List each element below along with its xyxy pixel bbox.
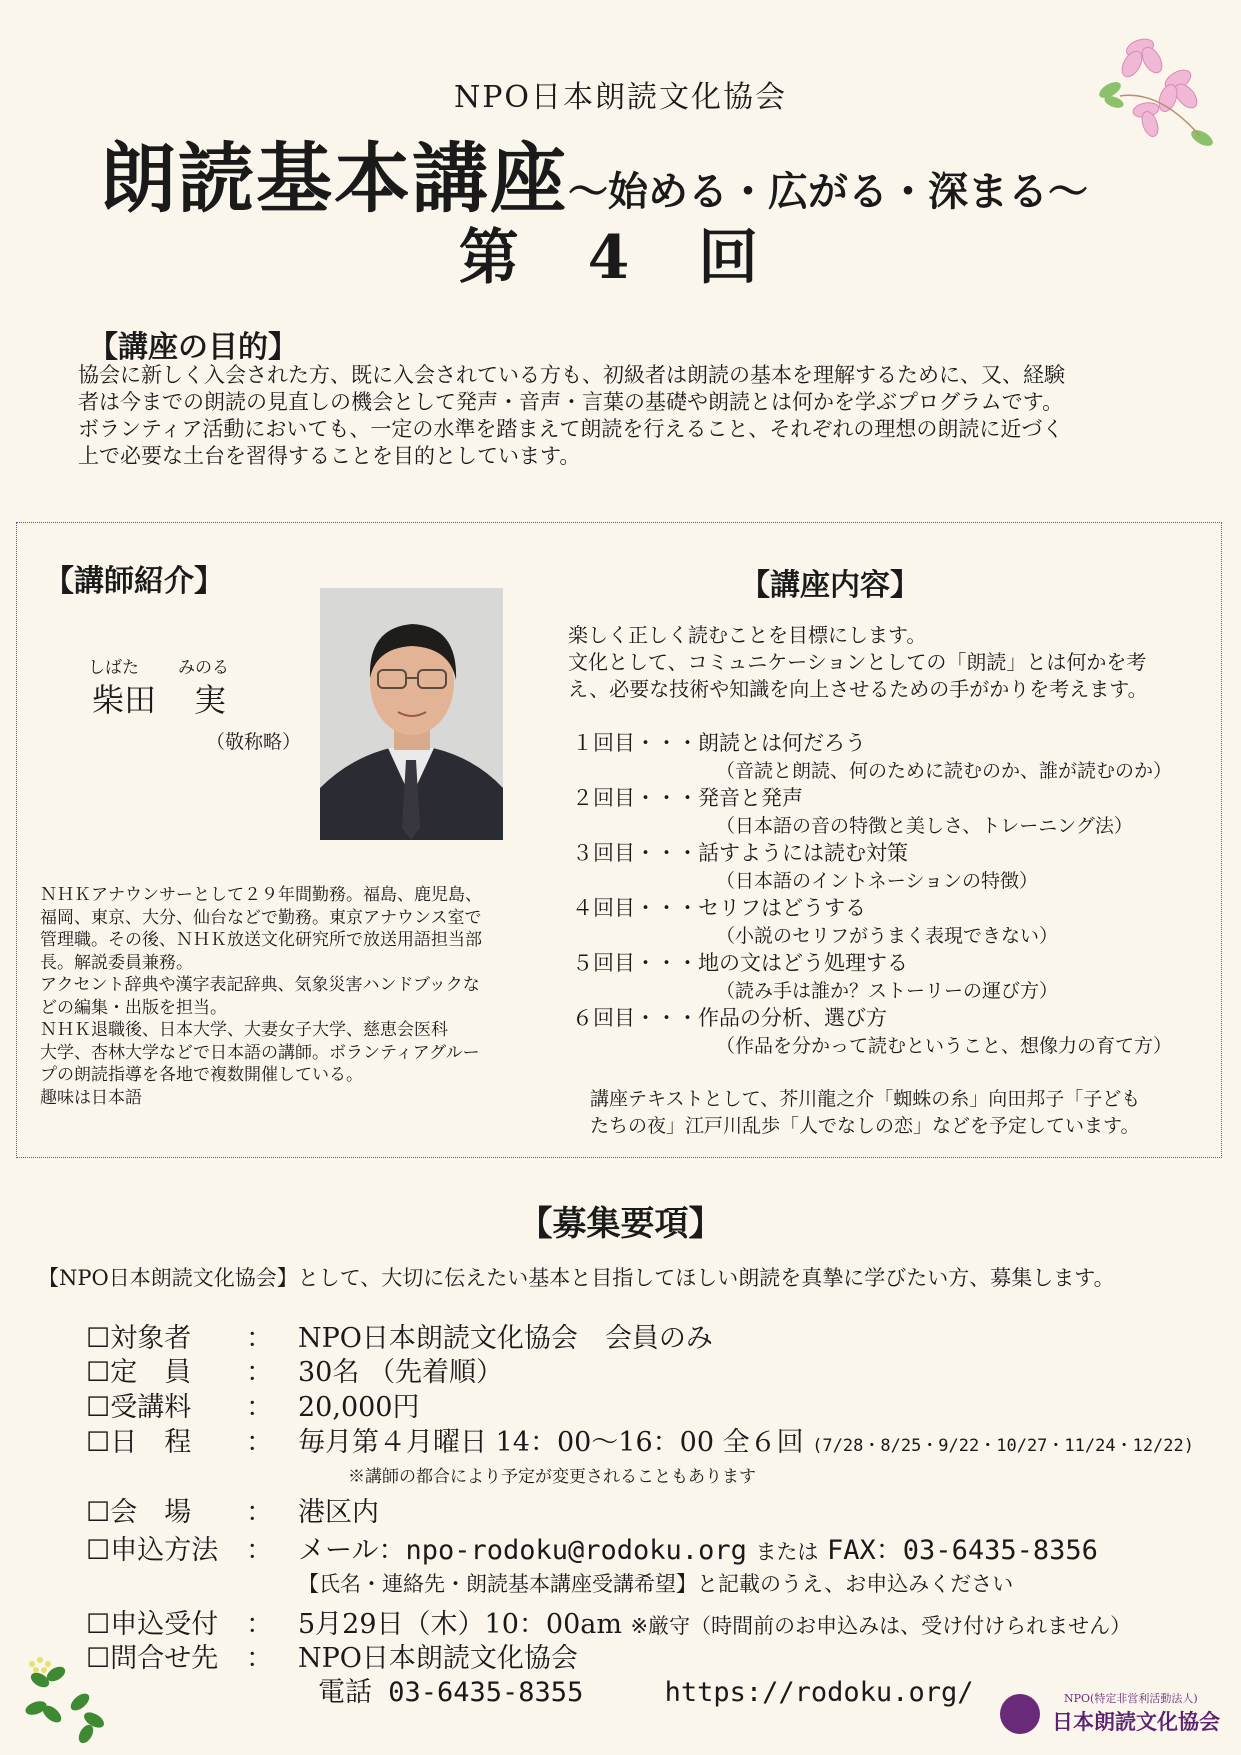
method-mail-prefix: メール： — [298, 1535, 406, 1566]
target-label: ☐対象者 — [86, 1323, 192, 1354]
bio-line: 管理職。その後、ＮＨＫ放送文化研究所で放送用語担当部 — [40, 930, 482, 950]
session-number: 第 4 回 — [458, 223, 783, 293]
session-detail: （音読と朗読、何のために読むのか、誰が読むのか） — [716, 760, 1173, 782]
lecturer-ruby-family: しばた — [88, 658, 139, 678]
colon: ： — [246, 1357, 273, 1388]
inquiry-label: ☐問合せ先 — [86, 1643, 219, 1674]
session-detail: （読み手は誰か？ストーリーの運び方） — [716, 980, 1059, 1002]
colon: ： — [246, 1392, 273, 1423]
texts-line: たちの夜」江戸川乱歩「人でなしの恋」などを予定しています。 — [590, 1115, 1140, 1137]
session-detail: （小説のセリフがうまく表現できない） — [716, 925, 1059, 947]
purpose-line: 協会に新しく入会された方、既に入会されている方も、初級者は朗読の基本を理解するために、又、経験 — [78, 363, 1065, 387]
colon: ： — [246, 1643, 273, 1674]
recruit-heading: 【募集要項】 — [518, 1204, 723, 1244]
logo-mark-icon — [1000, 1694, 1040, 1734]
session-title: ５回目・・・地の文はどう処理する — [572, 951, 908, 975]
schedule-dates: (7/28・8/25・9/22・10/27・11/24・12/22) — [812, 1436, 1194, 1456]
intro-line: え、必要な技術や知識を向上させるための手がかりを考えます。 — [568, 677, 1148, 701]
lecturer-heading: 【講師紹介】 — [44, 564, 224, 599]
purpose-heading: 【講座の目的】 — [88, 330, 298, 365]
deadline-label: ☐申込受付 — [86, 1609, 219, 1640]
lecturer-photo — [320, 588, 503, 840]
bio-line: 趣味は日本語 — [40, 1087, 142, 1108]
texts-line: 講座テキストとして、芥川龍之介「蜘蛛の糸」向田邦子「子ども — [590, 1088, 1141, 1110]
course-texts — [590, 1086, 1210, 1140]
capacity-row — [86, 1350, 503, 1389]
bio-line: アクセント辞典や漢字表記辞典、気象災害ハンドブックな — [40, 975, 480, 995]
colon: ： — [246, 1535, 273, 1566]
session-detail: （作品を分かって読むということ、想像力の育て方） — [716, 1035, 1173, 1057]
bio-line: どの編集・出版を担当。 — [40, 997, 227, 1018]
title-main: 朗読基本講座 — [100, 134, 568, 223]
recruit-intro: 【NPO日本朗読文化協会】として、大切に伝えたい基本と目指してほしい朗読を真摯に学びたい方、募集します。 — [38, 1266, 1115, 1290]
apply-note: 【氏名・連絡先・朗読基本講座受講希望】と記載のうえ、お申込みください — [298, 1572, 1014, 1596]
session-detail: （日本語のイントネーションの特徴） — [716, 870, 1039, 892]
deadline-note: ※厳守（時間前のお申込みは、受け付けられません） — [630, 1614, 1132, 1638]
method-row — [86, 1528, 1098, 1567]
fee-label: ☐受講料 — [86, 1392, 192, 1423]
session-title: ６回目・・・作品の分析、選び方 — [572, 1006, 887, 1030]
bio-line: 大学、杏林大学などで日本語の講師。ボランティアグルー — [40, 1042, 480, 1063]
colon: ： — [246, 1609, 273, 1640]
colon: ： — [246, 1427, 273, 1458]
session-title: ２回目・・・発音と発声 — [572, 786, 803, 810]
purpose-text — [78, 362, 1178, 470]
schedule-row — [86, 1420, 1194, 1459]
lecturer-honorific: （敬称略） — [206, 731, 302, 753]
venue-value: 港区内 — [298, 1497, 379, 1528]
venue-label: ☐会 場 — [86, 1497, 192, 1528]
fee-value: 20,000円 — [298, 1392, 420, 1423]
method-or: または — [755, 1540, 819, 1564]
logo-subtitle: NPO(特定非営利活動法人) — [1064, 1692, 1198, 1705]
bio-line: 長。解説委員兼務。 — [40, 952, 193, 973]
lecturer-ruby-given: みのる — [178, 658, 229, 678]
session-title: １回目・・・朗読とは何だろう — [572, 731, 866, 755]
purpose-line: 上で必要な土台を習得することを目的としています。 — [78, 444, 581, 468]
fee-row — [86, 1385, 419, 1424]
logo-name: 日本朗読文化協会 — [1052, 1709, 1220, 1734]
schedule-note: ※講師の都合により予定が変更されることもあります — [348, 1467, 756, 1487]
email-link[interactable]: npo-rodoku@rodoku.org — [405, 1535, 747, 1566]
intro-line: 楽しく正しく読むことを目標にします。 — [568, 623, 927, 647]
target-value: NPO日本朗読文化協会 会員のみ — [298, 1323, 713, 1354]
content-heading: 【講座内容】 — [740, 568, 920, 603]
capacity-value: 30名 （先着順） — [298, 1357, 503, 1388]
session-title: ４回目・・・セリフはどうする — [572, 896, 866, 920]
content-intro — [568, 622, 1208, 703]
capacity-label: ☐定 員 — [86, 1357, 192, 1388]
venue-row — [86, 1490, 379, 1529]
lecturer-family-name: 柴田 — [92, 681, 157, 719]
session-list — [572, 730, 1222, 1060]
bio-line: ＮＨＫアナウンサーとして２９年間勤務。福島、鹿児島、 — [40, 885, 482, 905]
session-detail: （日本語の音の特徴と美しさ、トレーニング法） — [716, 815, 1133, 837]
bio-line: プの朗読指導を各地で複数開催している。 — [40, 1065, 363, 1085]
purpose-line: 者は今までの朗読の見直しの機会として発声・音声・言葉の基礎や朗読とは何かを学ぶプログラムです。 — [78, 390, 1064, 414]
fax-number: FAX：03-6435-8356 — [827, 1535, 1098, 1566]
lecturer-bio — [40, 884, 540, 1109]
colon: ： — [246, 1497, 273, 1528]
colon: ： — [246, 1323, 273, 1354]
method-label: ☐申込方法 — [86, 1535, 219, 1566]
contact-line — [318, 1670, 973, 1709]
inquiry-value: NPO日本朗読文化協会 — [298, 1643, 578, 1674]
purpose-line: ボランティア活動においても、一定の水準を踏まえて朗読を行えること、それぞれの理想の朗読に近づく — [78, 417, 1064, 441]
schedule-value: 毎月第４月曜日 14：00～16：00 全６回 — [298, 1427, 804, 1458]
phone-number: 電話 03-6435-8355 — [318, 1677, 584, 1708]
schedule-label: ☐日 程 — [86, 1427, 192, 1458]
deadline-value: 5月29日（木）10：00am — [298, 1609, 622, 1640]
bio-line: 福岡、東京、大分、仙台などで勤務。東京アナウンス室で — [40, 907, 482, 928]
website-link[interactable]: https://rodoku.org/ — [664, 1677, 974, 1708]
bio-line: ＮＨＫ退職後、日本大学、大妻女子大学、慈恵会医科 — [40, 1020, 448, 1040]
session-title: ３回目・・・話すようには読む対策 — [572, 841, 908, 865]
title-subtitle: ～始める・広がる・深まる～ — [568, 168, 1088, 215]
organization-logo — [1000, 1688, 1230, 1738]
organization-name: NPO日本朗読文化協会 — [453, 80, 788, 115]
intro-line: 文化として、コミュニケーションとしての「朗読」とは何かを考 — [568, 650, 1147, 674]
lecturer-given-name: 実 — [194, 681, 227, 719]
